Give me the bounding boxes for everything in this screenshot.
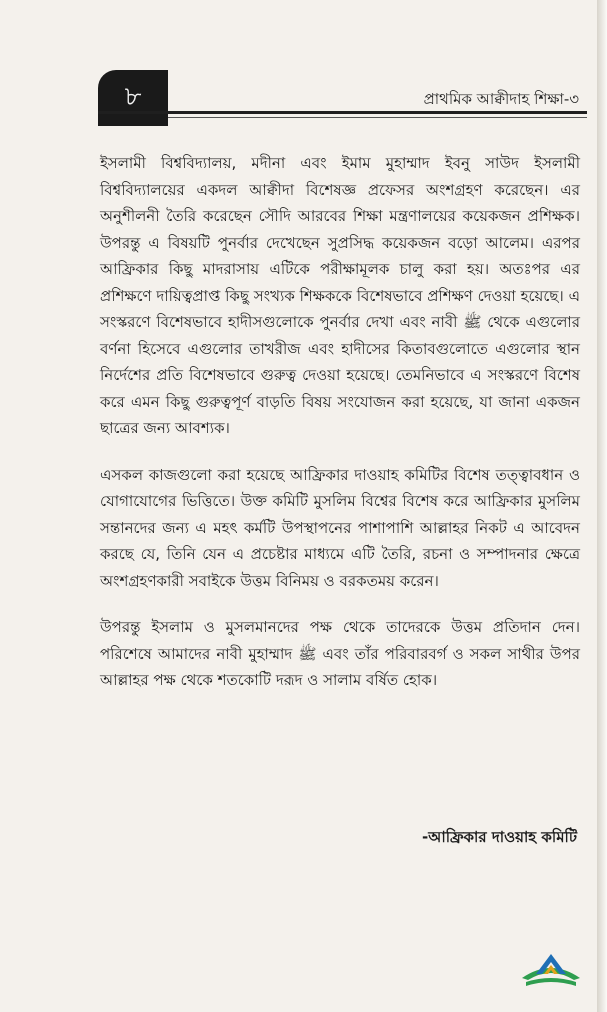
- body-text: [100, 150, 580, 714]
- header-rule: [98, 111, 587, 114]
- page-edge: [597, 0, 607, 1012]
- paragraph-3: উপরন্তু ইসলাম ও মুসলমানদের পক্ষ থেকে তাদেরকে উত্তম প্রতিদান দেন। পরিশেষে আমাদের নাবী মুহাম্মাদ ﷺ এবং তাঁর পরিবারবর্গ ও সকল সাথীর উপর আল্লাহর পক্ষ থেকে শতকোটি দরূদ ও সালাম বর্ষিত হোক।: [100, 618, 580, 689]
- paragraph-2: এসকল কাজগুলো করা হয়েছে আফ্রিকার দাওয়াহ কমিটির বিশেষ তত্ত্বাবধান ও যোগাযোগের ভিত্তিতে। উক্ত কমিটি মুসলিম বিশ্বের বিশেষ করে আফ্রিকার মুসলিম সন্তানদের জন্য এ মহৎ কর্মটি উপস্থাপনের পাশাপাশি আল্লাহর নিকট এ আবেদন করছে যে, তিনি যেন এ প্রচেষ্টার মাধ্যমে এটি তৈরি, রচনা ও সম্পাদনার ক্ষেত্রে অংশগ্রহণকারী সবাইকে উত্তম বিনিময় ও বরকতময় করেন।: [100, 465, 580, 590]
- paragraph-1: ইসলামী বিশ্ববিদ্যালয়, মদীনা এবং ইমাম মুহাম্মাদ ইবনু সাউদ ইসলামী বিশ্ববিদ্যালয়ের একদল আক্বীদা বিশেষজ্ঞ প্রফেসর অংশগ্রহণ করেছেন। এর অনুশীলনী তৈরি করেছেন সৌদি আরবের শিক্ষা মন্ত্রণালয়ের কয়েকজন প্রশিক্ষক। উপরন্তু এ বিষয়টি পুনর্বার দেখেছেন সুপ্রসিদ্ধ কয়েকজন বড়ো আলেম। এরপর আফ্রিকার কিছু মাদরাসায় এটিকে পরীক্ষামূলক চালু করা হয়। অতঃপর এর প্রশিক্ষণে দায়িত্বপ্রাপ্ত কিছু সংখ্যক শিক্ষককে বিশেষভাবে প্রশিক্ষণ দেওয়া হয়েছে। এ সংস্করণে বিশেষভাবে হাদীসগুলোকে পুনর্বার দেখা এবং নাবী ﷺ থেকে এগুলোর বর্ণনা হিসেবে এগুলোর তাখরীজ এবং হাদীসের কিতাবগুলোতে এগুলোর স্থান নির্দেশের প্রতি বিশেষভাবে গুরুত্ব দেওয়া হয়েছে। তেমনিভাবে এ সংস্করণে বিশেষ করে এমন কিছু গুরুত্বপূর্ণ বাড়তি বিষয় সংযোজন করা হয়েছে, যা জানা একজন ছাত্রের জন্য আবশ্যক।: [100, 154, 580, 437]
- logo-book-base: [526, 978, 576, 986]
- page-number-tab: [98, 70, 168, 126]
- running-header-title: প্রাথমিক আক্বীদাহ শিক্ষা-৩: [423, 90, 579, 108]
- header-rule-thin: [168, 117, 587, 118]
- page-number: ৮: [124, 82, 142, 112]
- signature: -আফ্রিকার দাওয়াহ কমিটি: [421, 828, 577, 846]
- publisher-logo-icon: [520, 948, 582, 990]
